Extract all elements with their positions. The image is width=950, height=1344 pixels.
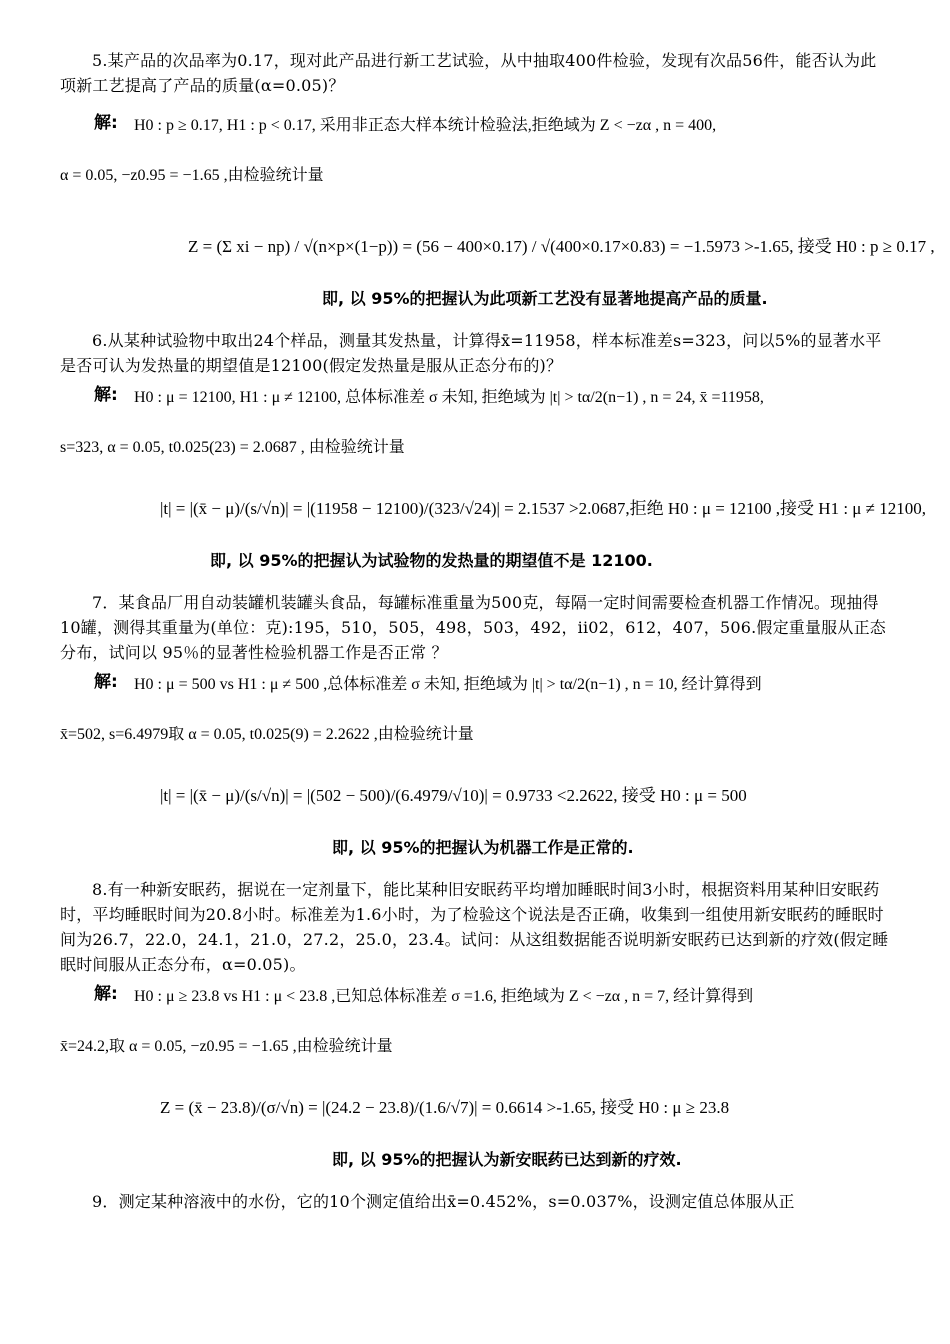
problem-6-statement: 6.从某种试验物中取出24个样品，测量其发热量，计算得x̄=11958，样本标准差s=323，问以5%的显著水平是否可认为发热量的期望值是12100(假定发热量是服从正态分布的)？ xyxy=(60,331,882,375)
problem-9-statement: 9．测定某种溶液中的水份，它的10个测定值给出x̄=0.452%，s=0.037%，设测定值总体服从正 xyxy=(92,1192,795,1211)
problem-8-solution-line2 xyxy=(60,1025,890,1073)
problem-6-solution-line2 xyxy=(60,426,890,474)
problem-7-statement: 7．某食品厂用自动装罐机装罐头食品，每罐标准重量为500克，每隔一定时间需要检查机器工作情况。现抽得10罐，测得其重量为(单位：克):195，510，505，498，503，492，ii02，612，407，506.假定重量服从正态分布，试问以 95％的显著性检验机器工作是否正常 ？ xyxy=(60,593,886,662)
test-statistic-formula: |t| = |(x̄ − μ)/(s/√n)| = |(11958 − 12100)/(323/√24)| = 2.1537 >2.0687,拒绝 H0 : μ = 12100 ,接受 H1 : μ ≠ 12100, xyxy=(160,499,927,518)
problem-5-solution-line2 xyxy=(60,154,890,202)
solution-parameters: x̄=24.2,取 α = 0.05, −z0.95 = −1.65 ,由检验统计量 xyxy=(60,1038,393,1055)
solution-label: 解: xyxy=(94,113,118,133)
solution-hypotheses: H0 : μ ≥ 23.8 vs H1 : μ < 23.8 ,已知总体标准差 σ =1.6, 拒绝域为 Z < −zα , n = 7, 经计算得到 xyxy=(134,988,754,1005)
problem-8-formula xyxy=(60,1073,890,1145)
test-statistic-formula: Z = (x̄ − 23.8)/(σ/√n) = |(24.2 − 23.8)/(1.6/√7)| = 0.6614 >-1.65, 接受 H0 : μ ≥ 23.8 xyxy=(160,1098,730,1117)
document-page xyxy=(60,48,935,1214)
solution-label: 解: xyxy=(94,672,118,692)
problem-7-formula xyxy=(60,761,890,833)
solution-parameters: s=323, α = 0.05, t0.025(23) = 2.0687 , 由检验统计量 xyxy=(60,439,405,456)
problem-5-statement: 5.某产品的次品率为0.17，现对此产品进行新工艺试验，从中抽取400件检验，发现有次品56件，能否认为此项新工艺提高了产品的质量(α=0.05)？ xyxy=(60,51,877,95)
solution-parameters: x̄=502, s=6.4979取 α = 0.05, t0.025(9) = 2.2622 ,由检验统计量 xyxy=(60,726,474,743)
problem-5-formula xyxy=(60,202,935,284)
solution-hypotheses: H0 : p ≥ 0.17, H1 : p < 0.17, 采用非正态大样本统计检验法,拒绝域为 Z < −zα , n = 400, xyxy=(134,117,717,134)
solution-parameters: α = 0.05, −z0.95 = −1.65 ,由检验统计量 xyxy=(60,167,324,184)
solution-label: 解: xyxy=(94,385,118,405)
problem-8-conclusion: 即, 以 95%的把握认为新安眠药已达到新的疗效. xyxy=(332,1150,682,1169)
problem-8-solution-line1 xyxy=(60,977,890,1025)
problem-8-statement: 8.有一种新安眠药，据说在一定剂量下，能比某种旧安眠药平均增加睡眠时间3小时，根据资料用某种旧安眠药时，平均睡眠时间为20.8小时。标准差为1.6小时，为了检验这个说法是否正确，收集到一组使用新安眠药的睡眠时间为26.7，22.0，24.1，21.0，27.2，25.0，23.4。试问：从这组数据能否说明新安眠药已达到新的疗效(假定睡眠时间服从正态分布，α=0.05)。 xyxy=(60,880,889,974)
solution-label: 解: xyxy=(94,984,118,1004)
problem-6-solution-line1 xyxy=(60,378,890,426)
problem-7-solution-line1 xyxy=(60,665,890,713)
problem-6-formula xyxy=(60,474,927,546)
problem-7-solution-line2 xyxy=(60,713,890,761)
problem-7-conclusion: 即, 以 95%的把握认为机器工作是正常的. xyxy=(332,838,634,857)
problem-5-conclusion: 即, 以 95%的把握认为此项新工艺没有显著地提高产品的质量. xyxy=(322,289,768,308)
test-statistic-formula: Z = (Σ xi − np) / √(n×p×(1−p)) = (56 − 400×0.17) / √(400×0.17×0.83) = −1.5973 >-1.65, 接受 H0 : p ≥ 0.17 , xyxy=(188,237,935,256)
solution-hypotheses: H0 : μ = 12100, H1 : μ ≠ 12100, 总体标准差 σ 未知, 拒绝域为 |t| > tα/2(n−1) , n = 24, x̄ =11958, xyxy=(134,389,764,406)
problem-5-solution-line1 xyxy=(60,106,890,154)
test-statistic-formula: |t| = |(x̄ − μ)/(s/√n)| = |(502 − 500)/(6.4979/√10)| = 0.9733 <2.2622, 接受 H0 : μ = 500 xyxy=(160,786,747,805)
solution-hypotheses: H0 : μ = 500 vs H1 : μ ≠ 500 ,总体标准差 σ 未知, 拒绝域为 |t| > tα/2(n−1) , n = 10, 经计算得到 xyxy=(134,676,762,693)
problem-6-conclusion: 即, 以 95%的把握认为试验物的发热量的期望值不是 12100. xyxy=(210,551,653,570)
